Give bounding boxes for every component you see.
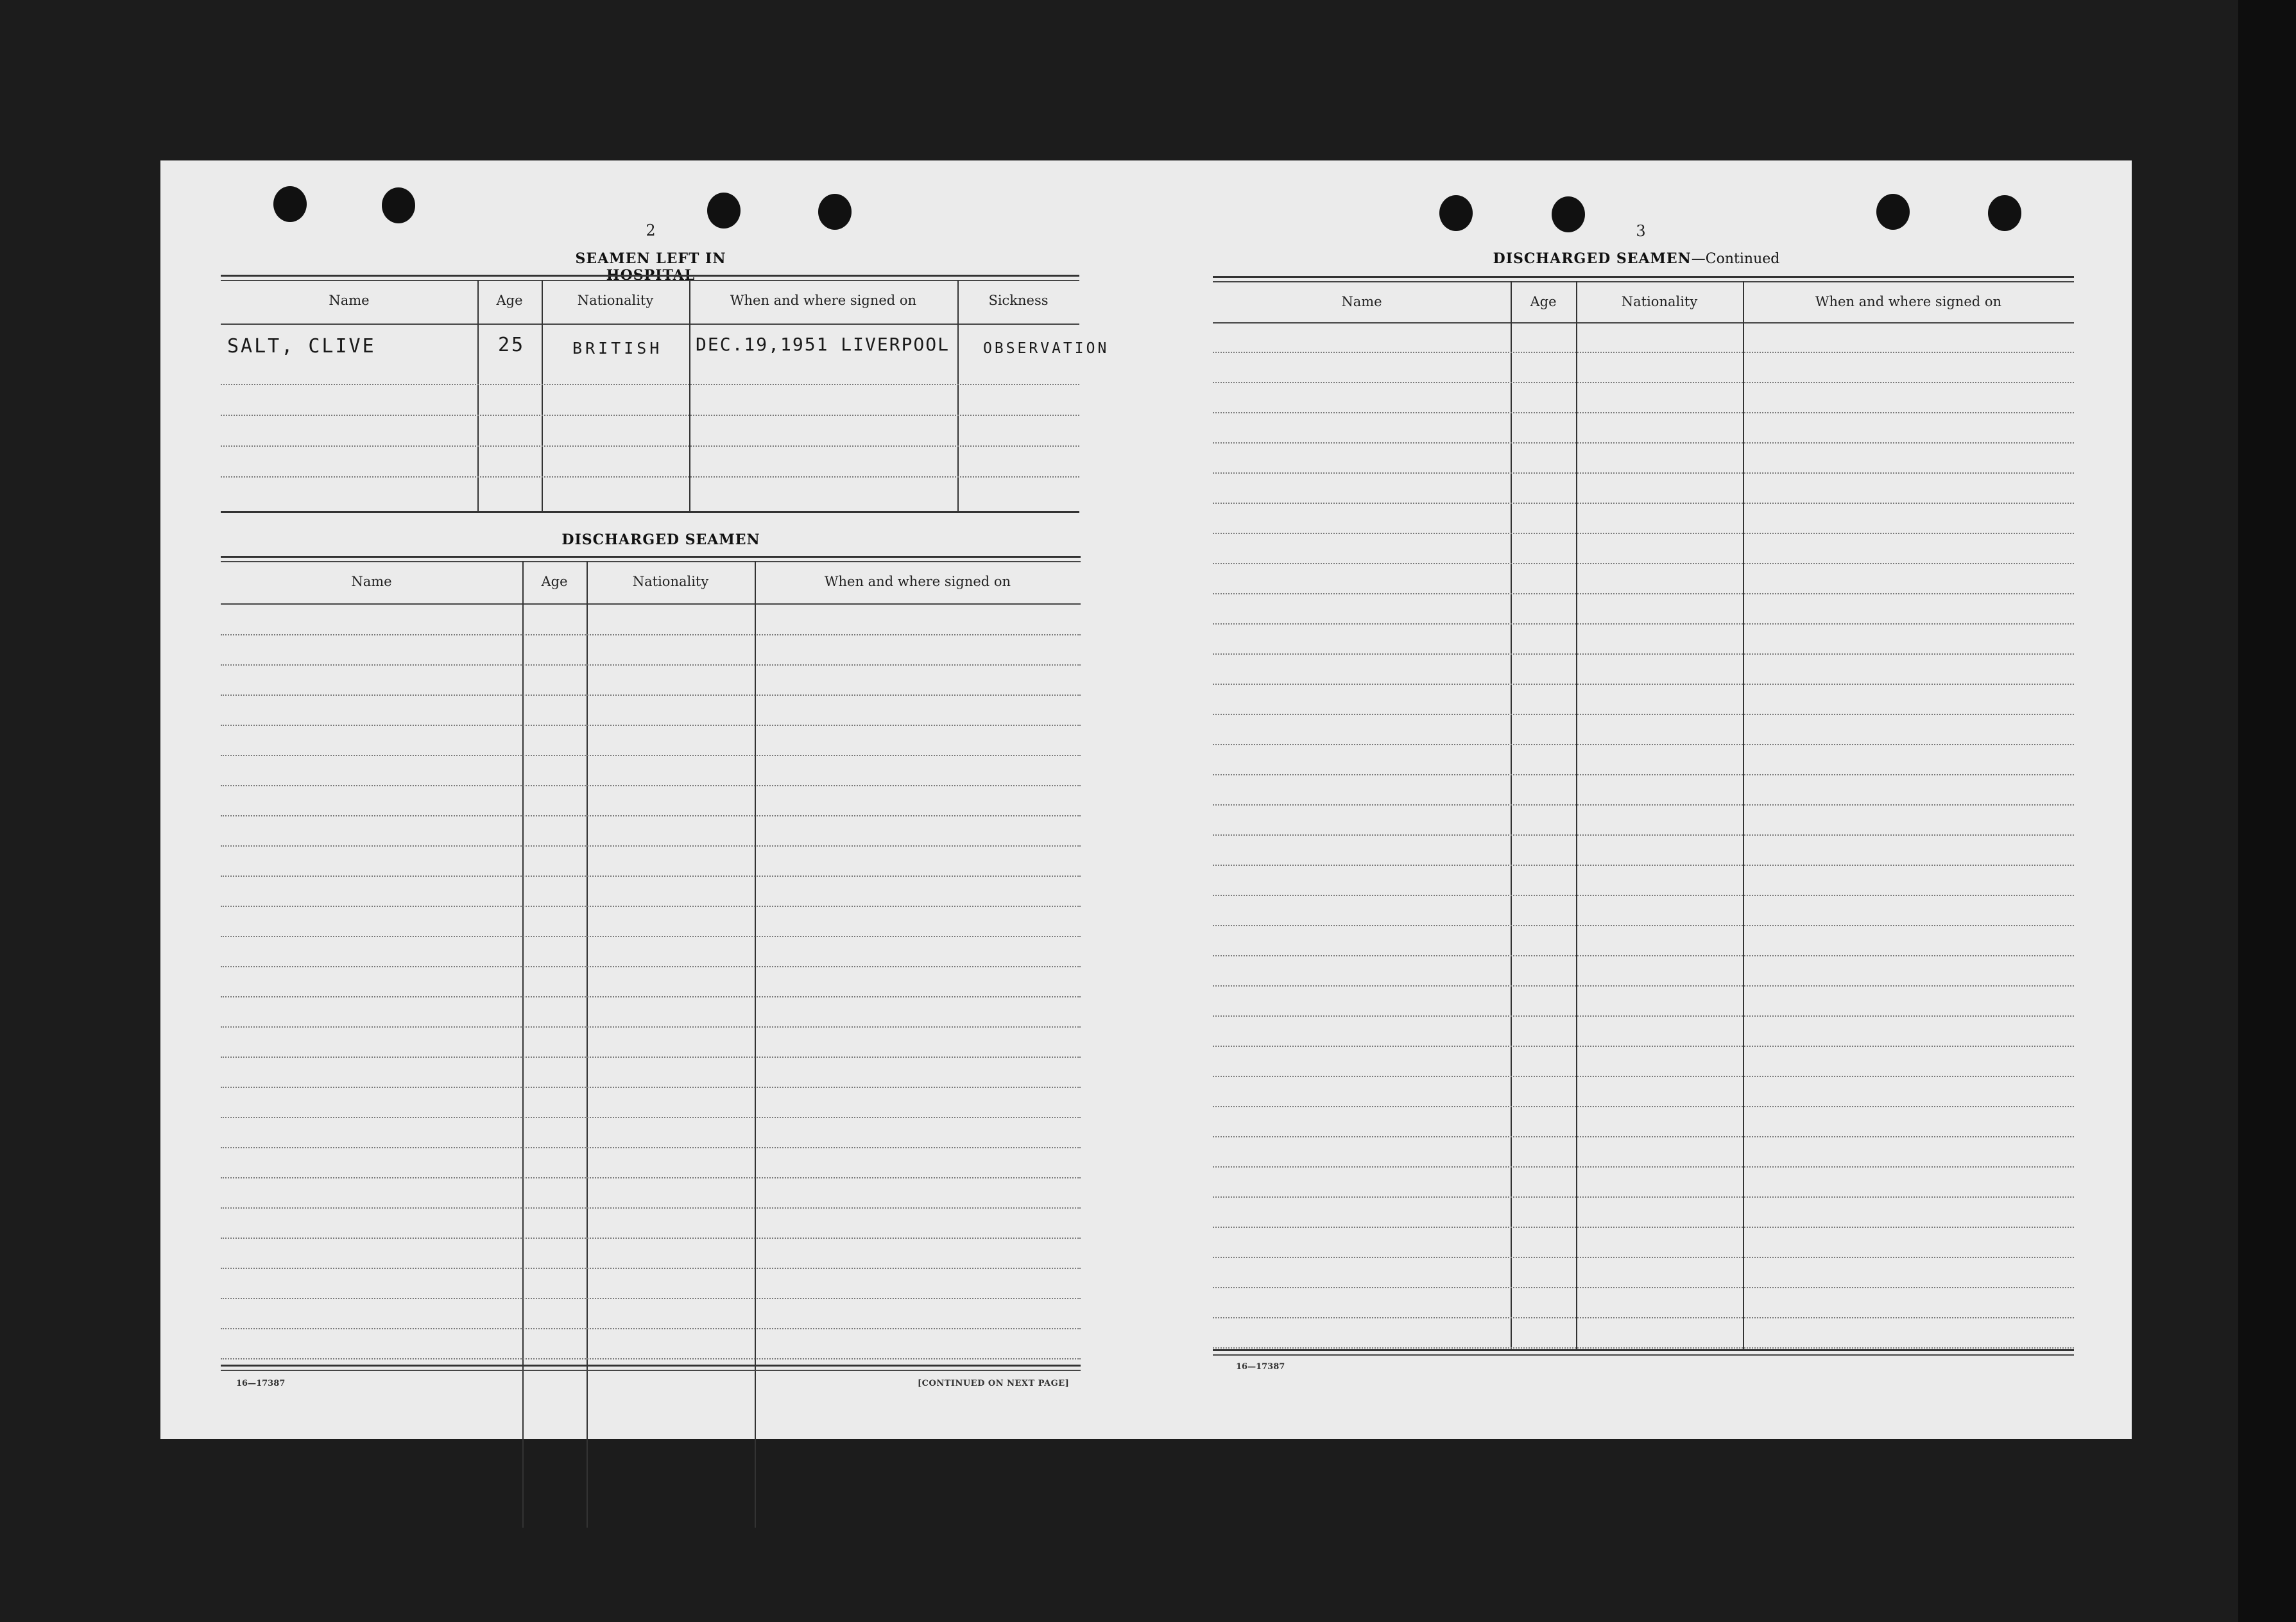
discharged-title: DISCHARGED SEAMEN bbox=[561, 531, 760, 548]
row-line bbox=[221, 1268, 1081, 1269]
page-number-left: 2 bbox=[646, 221, 656, 239]
row-line bbox=[221, 1147, 1081, 1148]
column-header-age: Age bbox=[541, 574, 568, 589]
seaman-age: 25 bbox=[498, 334, 526, 356]
column-header-name: Name bbox=[329, 293, 370, 308]
table-rule bbox=[221, 1365, 1081, 1367]
table-rule bbox=[221, 1370, 1081, 1371]
column-header-age: Age bbox=[496, 293, 523, 308]
column-header-name: Name bbox=[351, 574, 392, 589]
column-header-nationality: Nationality bbox=[1621, 294, 1698, 309]
column-header-nationality: Nationality bbox=[577, 293, 654, 308]
row-line bbox=[221, 1358, 1081, 1359]
table-rule bbox=[1213, 322, 2074, 324]
row-line bbox=[1213, 1106, 2074, 1107]
column-divider bbox=[587, 561, 588, 1528]
row-line bbox=[221, 1026, 1081, 1028]
table-rule bbox=[221, 275, 1079, 277]
punch-hole bbox=[1876, 194, 1910, 230]
row-line bbox=[1213, 714, 2074, 715]
table-rule bbox=[221, 511, 1079, 513]
row-line bbox=[1213, 1347, 2074, 1349]
row-line bbox=[221, 634, 1081, 635]
column-header-nationality: Nationality bbox=[632, 574, 709, 589]
row-line bbox=[1213, 382, 2074, 383]
row-line bbox=[1213, 985, 2074, 987]
table-rule bbox=[221, 561, 1081, 562]
row-line bbox=[1213, 1046, 2074, 1047]
seaman-sickness: OBSERVATION bbox=[983, 340, 1109, 357]
row-line bbox=[221, 755, 1081, 756]
row-line bbox=[1213, 533, 2074, 534]
form-number-left: 16—17387 bbox=[236, 1379, 286, 1388]
punch-hole bbox=[707, 193, 741, 229]
row-line bbox=[221, 415, 1079, 416]
table-rule bbox=[221, 556, 1081, 558]
row-line bbox=[221, 1298, 1081, 1299]
row-line bbox=[221, 845, 1081, 847]
document-sheet bbox=[160, 160, 2132, 1439]
row-line bbox=[1213, 774, 2074, 775]
column-header-signed-on: When and where signed on bbox=[730, 293, 917, 308]
row-line bbox=[1213, 593, 2074, 594]
row-line bbox=[1213, 503, 2074, 504]
row-line bbox=[221, 1238, 1081, 1239]
page-number-right: 3 bbox=[1636, 222, 1646, 240]
row-line bbox=[1213, 1166, 2074, 1168]
punch-hole bbox=[273, 186, 307, 222]
table-rule bbox=[1213, 276, 2074, 278]
row-line bbox=[1213, 804, 2074, 806]
punch-hole bbox=[1439, 195, 1473, 231]
row-line bbox=[1213, 1227, 2074, 1228]
column-header-sickness: Sickness bbox=[988, 293, 1049, 308]
row-line bbox=[1213, 653, 2074, 655]
row-line bbox=[221, 476, 1079, 478]
punch-hole bbox=[382, 187, 415, 223]
hospital-title: SEAMEN LEFT IN HOSPITAL bbox=[575, 250, 726, 284]
continued-note: [CONTINUED ON NEXT PAGE] bbox=[918, 1379, 1070, 1388]
row-line bbox=[221, 1117, 1081, 1118]
row-line bbox=[221, 1057, 1081, 1058]
column-divider bbox=[1511, 281, 1512, 1349]
table-rule bbox=[1213, 1349, 2074, 1351]
discharged-cont-title bbox=[1444, 250, 1829, 267]
row-line bbox=[221, 906, 1081, 907]
column-header-age: Age bbox=[1530, 294, 1557, 309]
column-header-name: Name bbox=[1341, 294, 1382, 309]
column-divider bbox=[522, 561, 524, 1528]
row-line bbox=[221, 1207, 1081, 1209]
row-line bbox=[221, 1328, 1081, 1329]
row-line bbox=[1213, 1257, 2074, 1258]
scan-edge bbox=[2238, 0, 2296, 1622]
row-line bbox=[221, 445, 1079, 447]
seaman-nationality: BRITISH bbox=[572, 339, 663, 358]
column-header-signed-on: When and where signed on bbox=[1815, 294, 2002, 309]
table-rule bbox=[1213, 281, 2074, 282]
punch-hole bbox=[818, 194, 852, 230]
row-line bbox=[1213, 744, 2074, 745]
punch-hole bbox=[1552, 196, 1585, 232]
column-divider bbox=[1743, 281, 1744, 1349]
row-line bbox=[221, 996, 1081, 997]
table-rule bbox=[221, 324, 1079, 325]
table-rule bbox=[1213, 1354, 2074, 1356]
row-line bbox=[1213, 1196, 2074, 1198]
column-divider bbox=[1576, 281, 1577, 1349]
row-line bbox=[1213, 412, 2074, 413]
form-number-right: 16—17387 bbox=[1236, 1362, 1285, 1372]
row-line bbox=[221, 815, 1081, 816]
row-line bbox=[221, 1087, 1081, 1088]
seaman-name: SALT, CLIVE bbox=[227, 335, 376, 358]
row-line bbox=[221, 966, 1081, 967]
row-line bbox=[221, 785, 1081, 786]
row-line bbox=[221, 936, 1081, 937]
row-line bbox=[221, 1177, 1081, 1178]
row-line bbox=[1213, 472, 2074, 474]
row-line bbox=[221, 695, 1081, 696]
row-line bbox=[221, 664, 1081, 666]
row-line bbox=[1213, 865, 2074, 866]
discharged-cont-title-suffix: —Continued bbox=[1691, 251, 1780, 267]
row-line bbox=[1213, 925, 2074, 926]
table-rule bbox=[221, 603, 1081, 605]
row-line bbox=[1213, 834, 2074, 836]
row-line bbox=[1213, 1136, 2074, 1137]
punch-hole bbox=[1988, 195, 2021, 231]
row-line bbox=[1213, 1076, 2074, 1077]
row-line bbox=[1213, 563, 2074, 564]
row-line bbox=[1213, 352, 2074, 353]
row-line bbox=[1213, 955, 2074, 956]
table-rule bbox=[221, 280, 1079, 281]
row-line bbox=[1213, 442, 2074, 444]
row-line bbox=[1213, 1287, 2074, 1288]
seaman-signed-on: DEC.19,1951 LIVERPOOL bbox=[696, 334, 950, 355]
row-line bbox=[1213, 1317, 2074, 1318]
row-line bbox=[221, 725, 1081, 726]
column-header-signed-on: When and where signed on bbox=[824, 574, 1011, 589]
row-line bbox=[221, 876, 1081, 877]
row-line bbox=[1213, 684, 2074, 685]
row-line bbox=[221, 384, 1079, 385]
row-line bbox=[1213, 1015, 2074, 1017]
row-line bbox=[1213, 895, 2074, 896]
discharged-cont-title-main: DISCHARGED SEAMEN bbox=[1493, 250, 1692, 267]
row-line bbox=[1213, 623, 2074, 625]
column-divider bbox=[755, 561, 756, 1528]
